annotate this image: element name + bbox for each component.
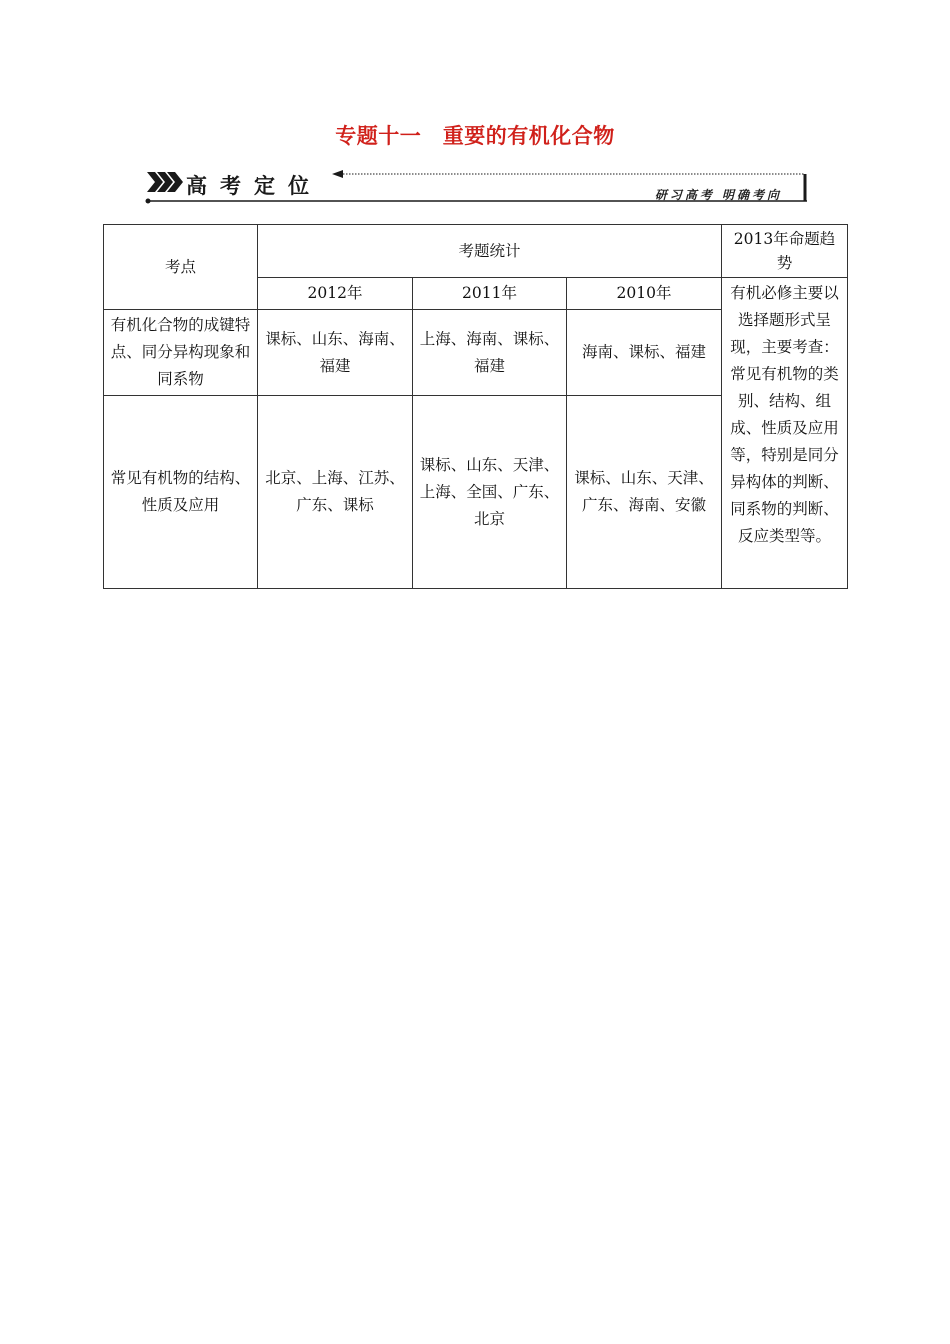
header-year: 2012年 — [258, 278, 413, 310]
section-label: 高考定位 — [186, 174, 322, 198]
topic-cell: 常见有机物的结构、性质及应用 — [104, 396, 258, 589]
topic-cell: 有机化合物的成键特点、同分异构现象和同系物 — [104, 310, 258, 396]
header-point: 考点 — [104, 225, 258, 310]
province-cell: 北京、上海、江苏、广东、课标 — [258, 396, 413, 589]
header-trend: 2013年命题趋势 — [722, 225, 848, 278]
arrow-left-icon — [332, 170, 805, 178]
trend-text: 有机必修主要以选择题形式呈现，主要考查：常见有机物的类别、结构、组成、性质及应用等，特别是同分异构体的判断、同系物的判断、反应类型等。 — [722, 278, 848, 589]
header-stats: 考题统计 — [258, 225, 722, 278]
triple-chevron-icon — [147, 172, 183, 192]
page-title: 专题十一 重要的有机化合物 — [335, 124, 615, 148]
province-cell: 课标、山东、海南、福建 — [258, 310, 413, 396]
header-year: 2010年 — [567, 278, 722, 310]
province-cell: 课标、山东、天津、广东、海南、安徽 — [567, 396, 722, 589]
province-cell: 课标、山东、天津、上海、全国、广东、北京 — [413, 396, 567, 589]
header-year: 2011年 — [413, 278, 567, 310]
section-subtitle: 研习高考 明确考向 — [654, 188, 782, 202]
province-cell: 海南、课标、福建 — [567, 310, 722, 396]
exam-statistics-table — [103, 224, 848, 589]
table-header-row — [104, 225, 848, 278]
province-cell: 上海、海南、课标、福建 — [413, 310, 567, 396]
